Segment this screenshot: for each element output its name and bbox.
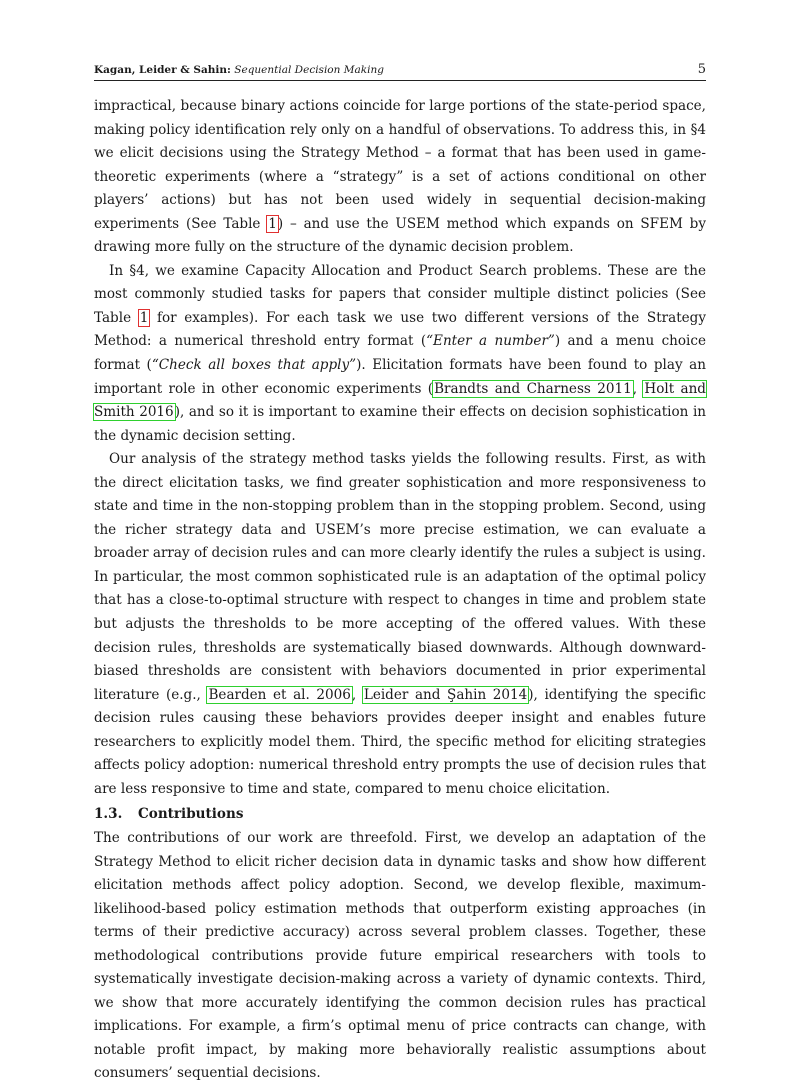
section-heading	[94, 803, 706, 827]
text-run: ,	[632, 380, 644, 397]
text-run: Our analysis of the strategy method tasks yields the following results. First, as with the direct elicitation tasks, we find greater sophistication and more responsiveness to state and time in the non-stopping problem than in the stopping problem. Second, using the richer strategy data and USEM’s more precise estimation, we can evaluate a broader array of decision rules and can more clearly identify the rules a subject is using. In particular, the most common sophisticated rule is an adaptation of the optimal policy that has a close-to-optimal structure with respect to changes in time and problem state but adjusts the thresholds to be more accepting of the offered values. With these decision rules, thresholds are systematically biased downwards. Although downward-biased thresholds are consistent with behaviors documented in prior experimental literature (e.g.,	[94, 451, 706, 703]
body-text	[94, 95, 706, 1086]
text-run: ,	[351, 686, 363, 703]
citation-link[interactable]: Bearden et al. 2006	[208, 686, 351, 703]
text-run: ), identifying the specific decision rules causing these behaviors provides deeper insight and enables future researchers to explicitly model them. Third, the specific method for eliciting strategies affects policy adoption: numerical threshold entry prompts the use of decision rules that are less responsive to time and state, compared to menu choice elicitation.	[94, 686, 706, 797]
text-run: ), and so it is important to examine their effects on decision sophistication in the dynamic decision setting.	[94, 404, 706, 444]
header-short-title: Sequential Decision Making	[234, 64, 384, 76]
citation-link[interactable]: Brandts and Charness 2011	[434, 380, 632, 397]
text-run: ) – and use the USEM method which expands on SFEM by drawing more fully on the structure of the dynamic decision problem.	[94, 215, 706, 256]
text-run: for examples). For each task we use two different versions of the Strategy Method: a numerical threshold entry format (	[94, 309, 706, 350]
citation-link[interactable]: Leider and Şahin 2014	[363, 686, 528, 703]
text-run: impractical, because binary actions coincide for large portions of the state-period space, making policy identification rely only on a handful of observations. To address this, in §4 we elicit decisions using the Strategy Method – a format that has been used in game-theoretic experiments (where a “strategy” is a set of actions conditional on other players’ actions) but has not been used widely in sequential decision-making experiments (See Table	[94, 98, 706, 232]
paper-page	[94, 62, 706, 1086]
text-run: In §4, we examine Capacity Allocation and Product Search problems. These are the most commonly studied tasks for papers that consider multiple distinct policies (See Table	[94, 262, 706, 326]
paragraph-1	[94, 95, 706, 260]
paragraph-4: The contributions of our work are threefold. First, we develop an adaptation of the Strategy Method to elicit richer decision data in dynamic tasks and show how different elicitation methods affect policy adoption. Second, we develop flexible, maximum-likelihood-based policy estimation methods that outperform existing approaches (in terms of their predictive accuracy) across several problem classes. Together, these methodological contributions provide future empirical researchers with tools to systematically investigate decision-making across a variety of dynamic contexts. Third, we show that more accurately identifying the common decision rules has practical implications. For example, a firm’s optimal menu of price contracts can change, with notable profit impact, by making more behaviorally realistic assumptions about consumers’ sequential decisions.	[94, 829, 706, 1082]
text-run: ). Elicitation formats have been found to play an important role in other economic experiments (	[94, 357, 706, 397]
section-number: 1.3.	[94, 806, 123, 823]
quoted-format: “Check all boxes that apply”	[151, 357, 357, 374]
header-left	[94, 64, 384, 76]
running-header	[94, 62, 706, 81]
quoted-format: “Enter a number”	[426, 333, 555, 350]
table-ref-link[interactable]: 1	[139, 309, 149, 326]
paragraph-2	[94, 260, 706, 448]
paragraph-3	[94, 448, 706, 801]
text-run: ) and a menu choice format (	[94, 333, 706, 374]
page-number: 5	[697, 62, 706, 77]
citation-link[interactable]: Holt and Smith 2016	[94, 380, 706, 421]
section-title: Contributions	[138, 806, 244, 823]
table-ref-link[interactable]: 1	[268, 215, 277, 232]
header-authors: Kagan, Leider & Sahin:	[94, 64, 231, 76]
